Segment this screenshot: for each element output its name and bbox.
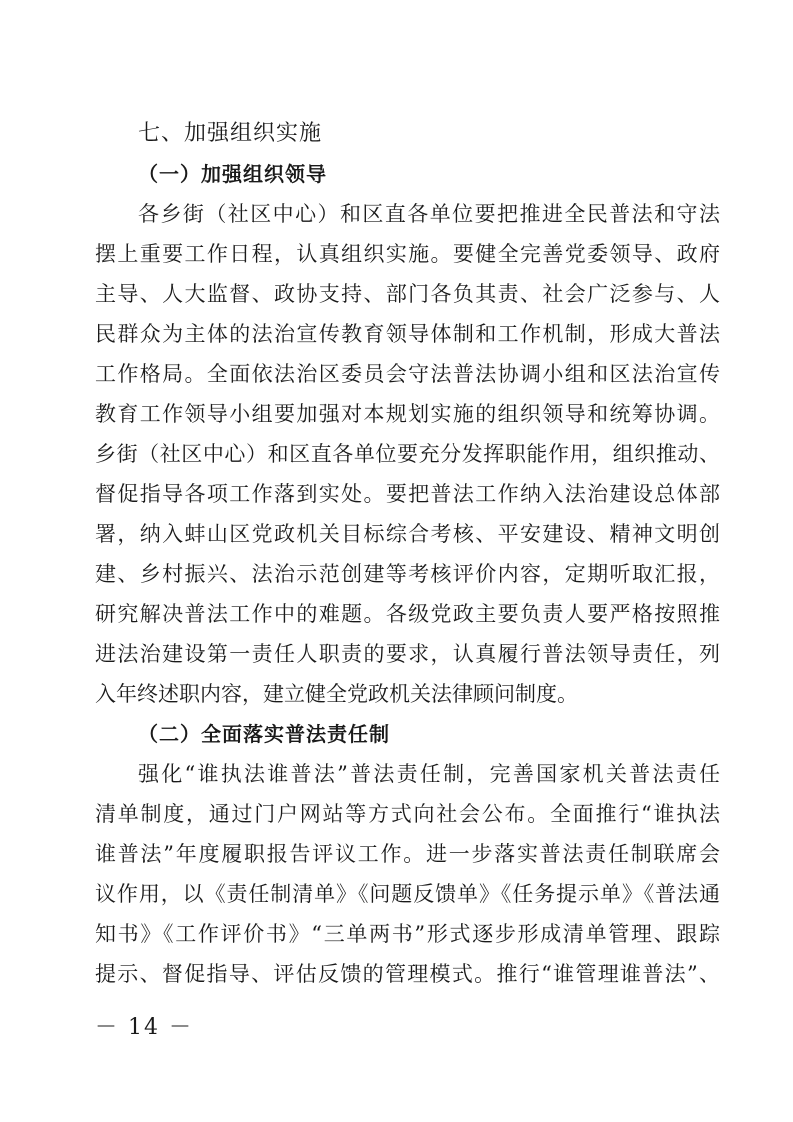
text-line: 摆上重要工作日程，认真组织实施。要健全完善党委领导、政府 [95, 242, 720, 266]
text-line: 署，纳入蚌山区党政机关目标综合考核、平安建设、精神文明创 [95, 522, 720, 546]
text-line: 强化“谁执法谁普法”普法责任制，完善国家机关普法责任 [138, 762, 720, 786]
page-number: － 14 － [95, 1015, 193, 1040]
text-line: 建、乡村振兴、法治示范创建等考核评价内容，定期听取汇报， [95, 562, 720, 586]
text-line: 谁普法”年度履职报告评议工作。进一步落实普法责任制联席会 [95, 842, 720, 866]
text-line: 教育工作领导小组要加强对本规划实施的组织领导和统筹协调。 [95, 402, 720, 426]
text-line: 知书》《工作评价书》“三单两书”形式逐步形成清单管理、跟踪 [95, 922, 720, 946]
text-line: 清单制度，通过门户网站等方式向社会公布。全面推行“谁执法 [95, 802, 720, 826]
text-line: 乡街（社区中心）和区直各单位要充分发挥职能作用，组织推动、 [95, 442, 720, 466]
text-line: 民群众为主体的法治宣传教育领导体制和工作机制，形成大普法 [95, 322, 720, 346]
text-line: 督促指导各项工作落到实处。要把普法工作纳入法治建设总体部 [95, 482, 720, 506]
subsection-title-2: （二）全面落实普法责任制 [138, 722, 390, 746]
section-title: 七、加强组织实施 [138, 121, 323, 146]
text-line: 工作格局。全面依法治区委员会守法普法协调小组和区法治宣传 [95, 362, 720, 386]
text-line: 议作用，以《责任制清单》《问题反馈单》《任务提示单》《普法通 [95, 882, 720, 906]
text-line: 提示、督促指导、评估反馈的管理模式。推行“谁管理谁普法”、 [95, 962, 720, 986]
text-line: 各乡街（社区中心）和区直各单位要把推进全民普法和守法 [138, 202, 720, 226]
text-line: 主导、人大监督、政协支持、部门各负其责、社会广泛参与、人 [95, 282, 720, 306]
text-line: 研究解决普法工作中的难题。各级党政主要负责人要严格按照推 [95, 602, 720, 626]
subsection-title-1: （一）加强组织领导 [138, 162, 327, 186]
text-line: 入年终述职内容，建立健全党政机关法律顾问制度。 [95, 682, 578, 706]
text-line: 进法治建设第一责任人职责的要求，认真履行普法领导责任，列 [95, 642, 720, 666]
